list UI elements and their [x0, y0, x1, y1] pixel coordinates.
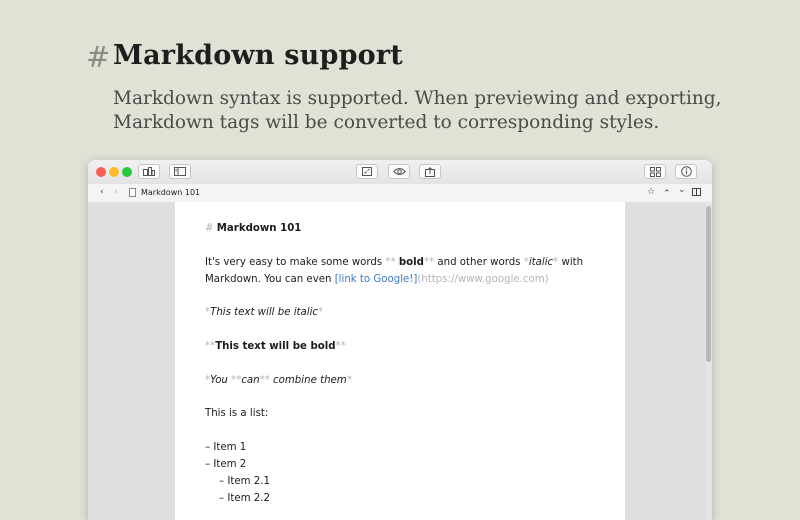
share-icon: [425, 167, 435, 177]
grid-icon: [650, 167, 661, 177]
md-marker: **: [423, 257, 435, 268]
italic-line: [205, 307, 323, 318]
italic-text: combine them: [269, 375, 347, 386]
minimize-window-button[interactable]: [109, 167, 119, 177]
hero-title: Markdown support: [113, 40, 403, 71]
info-button[interactable]: [675, 164, 697, 179]
back-icon[interactable]: ‹: [100, 187, 104, 197]
split-view-icon[interactable]: [692, 188, 701, 196]
list-item: – Item 1: [205, 442, 247, 453]
text: It's very easy to make some words: [205, 257, 386, 268]
share-button[interactable]: [419, 164, 441, 179]
hero-subtitle-line: Markdown syntax is supported. When previewing and exporting,: [113, 88, 722, 109]
path-bar: [88, 184, 712, 203]
combined-line: [205, 375, 352, 386]
list-item: – Item 2: [205, 459, 247, 470]
editor-window: [88, 160, 712, 520]
italic-text: italic: [528, 257, 554, 268]
hero-subtitle-line: Markdown tags will be converted to corresponding styles.: [113, 112, 660, 133]
list-intro: This is a list:: [205, 408, 269, 419]
hero-subtitle: [113, 87, 773, 135]
link-text[interactable]: [link to Google!]: [334, 274, 418, 285]
md-marker: *: [205, 375, 211, 386]
eye-icon: [393, 167, 406, 176]
md-marker: **: [335, 341, 346, 352]
list-item: – Item 2.1: [219, 476, 270, 487]
md-marker: **: [259, 375, 270, 386]
expand-icon: [362, 167, 372, 176]
italic-text: This text will be italic: [210, 307, 319, 318]
text: and other words: [434, 257, 524, 268]
chevron-down-icon[interactable]: ⌄: [678, 185, 686, 195]
zoom-window-button[interactable]: [122, 167, 132, 177]
close-window-button[interactable]: [96, 167, 106, 177]
document-icon: [129, 188, 136, 197]
md-marker: *: [553, 257, 559, 268]
chevron-up-icon[interactable]: ⌃: [663, 189, 671, 199]
editor-area: [88, 202, 712, 520]
md-marker: **: [385, 257, 399, 268]
grid-view-button[interactable]: [644, 164, 666, 179]
sidebar-toggle-button[interactable]: [169, 164, 191, 179]
library-button[interactable]: [138, 164, 160, 179]
bold-text: bold: [398, 257, 424, 268]
hero-hash: #: [86, 40, 111, 74]
md-marker: *: [523, 257, 529, 268]
forward-icon[interactable]: ›: [114, 187, 118, 197]
italic-text: can: [241, 375, 260, 386]
star-icon[interactable]: ☆: [647, 187, 656, 197]
bold-text: This text will be bold: [215, 341, 336, 352]
text: with: [558, 257, 584, 268]
doc-heading: [205, 223, 301, 234]
heading-text: Markdown 101: [216, 223, 302, 234]
md-marker: *: [205, 307, 211, 318]
bold-line: [205, 341, 346, 352]
title-bar: [88, 160, 712, 185]
paragraph-line: [205, 257, 583, 268]
info-icon: [681, 166, 692, 177]
md-marker: **: [231, 375, 242, 386]
link-url: (https://www.google.com): [417, 274, 549, 285]
list-item: – Item 2.2: [219, 493, 270, 504]
document-page[interactable]: [175, 202, 625, 520]
md-marker: #: [205, 223, 214, 234]
md-marker: *: [318, 307, 324, 318]
sidebar-icon: [174, 167, 186, 176]
italic-text: You: [210, 375, 232, 386]
md-marker: **: [205, 341, 216, 352]
fullscreen-button[interactable]: [356, 164, 378, 179]
preview-button[interactable]: [388, 164, 410, 179]
scrollbar-thumb[interactable]: [706, 206, 711, 362]
text: Markdown. You can even: [205, 274, 335, 285]
library-icon: [143, 167, 155, 176]
paragraph-line: [205, 274, 549, 285]
md-marker: *: [346, 375, 352, 386]
document-title: Markdown 101: [141, 188, 201, 197]
